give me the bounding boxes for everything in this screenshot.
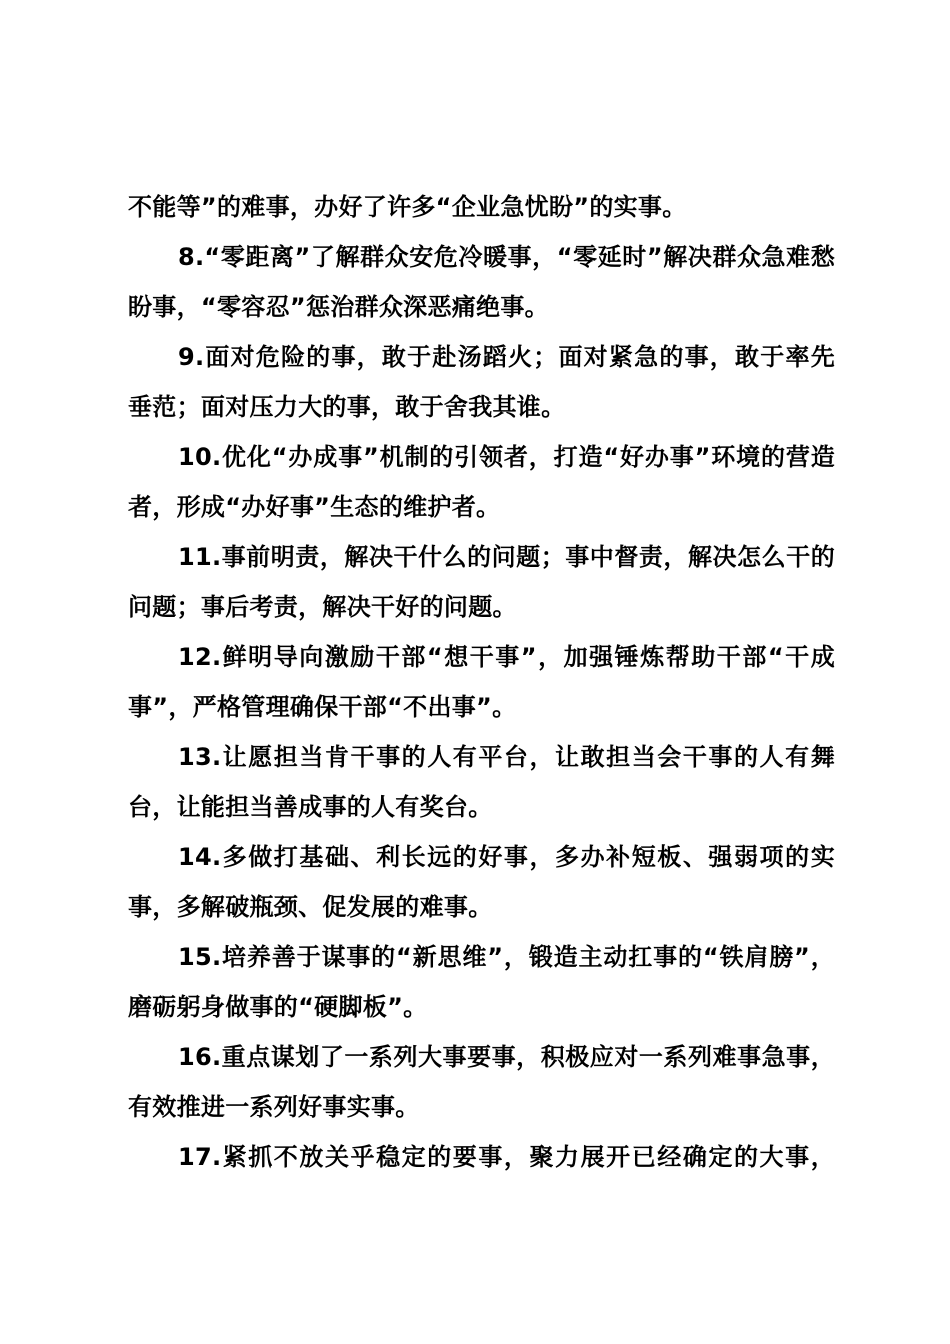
paragraph-item-16: 16.重点谋划了一系列大事要事，积极应对一系列难事急事，有效推进一系列好事实事。 [128, 1043, 835, 1121]
paragraph-item-15: 15.培养善于谋事的“新思维”，锻造主动扛事的“铁肩膀”，磨砺躬身做事的“硬脚板”。 [128, 943, 835, 1021]
paragraph-item-12: 12.鲜明导向激励干部“想干事”，加强锤炼帮助干部“干成事”，严格管理确保干部“不出事”。 [128, 643, 835, 721]
paragraph-item-10: 10.优化“办成事”机制的引领者，打造“好办事”环境的营造者，形成“办好事”生态的维护者。 [128, 443, 835, 521]
paragraph-item-14: 14.多做打基础、利长远的好事，多办补短板、强弱项的实事，多解破瓶颈、促发展的难事。 [128, 843, 835, 921]
paragraph-item-9: 9.面对危险的事，敢于赴汤蹈火；面对紧急的事，敢于率先垂范；面对压力大的事，敢于舍我其谁。 [128, 343, 835, 421]
paragraph-item-17: 17.紧抓不放关乎稳定的要事，聚力展开已经确定的大事， [178, 1143, 835, 1171]
paragraph-continuation: 不能等”的难事，办好了许多“企业急忧盼”的实事。 [128, 193, 687, 221]
paragraph-item-11: 11.事前明责，解决干什么的问题；事中督责，解决怎么干的问题；事后考责，解决干好的问题。 [128, 543, 835, 621]
paragraph-item-13: 13.让愿担当肯干事的人有平台，让敢担当会干事的人有舞台，让能担当善成事的人有奖台。 [128, 743, 835, 821]
document-body [128, 182, 835, 1182]
paragraph-item-8: 8.“零距离”了解群众安危冷暖事，“零延时”解决群众急难愁盼事，“零容忍”惩治群众深恶痛绝事。 [128, 243, 835, 321]
